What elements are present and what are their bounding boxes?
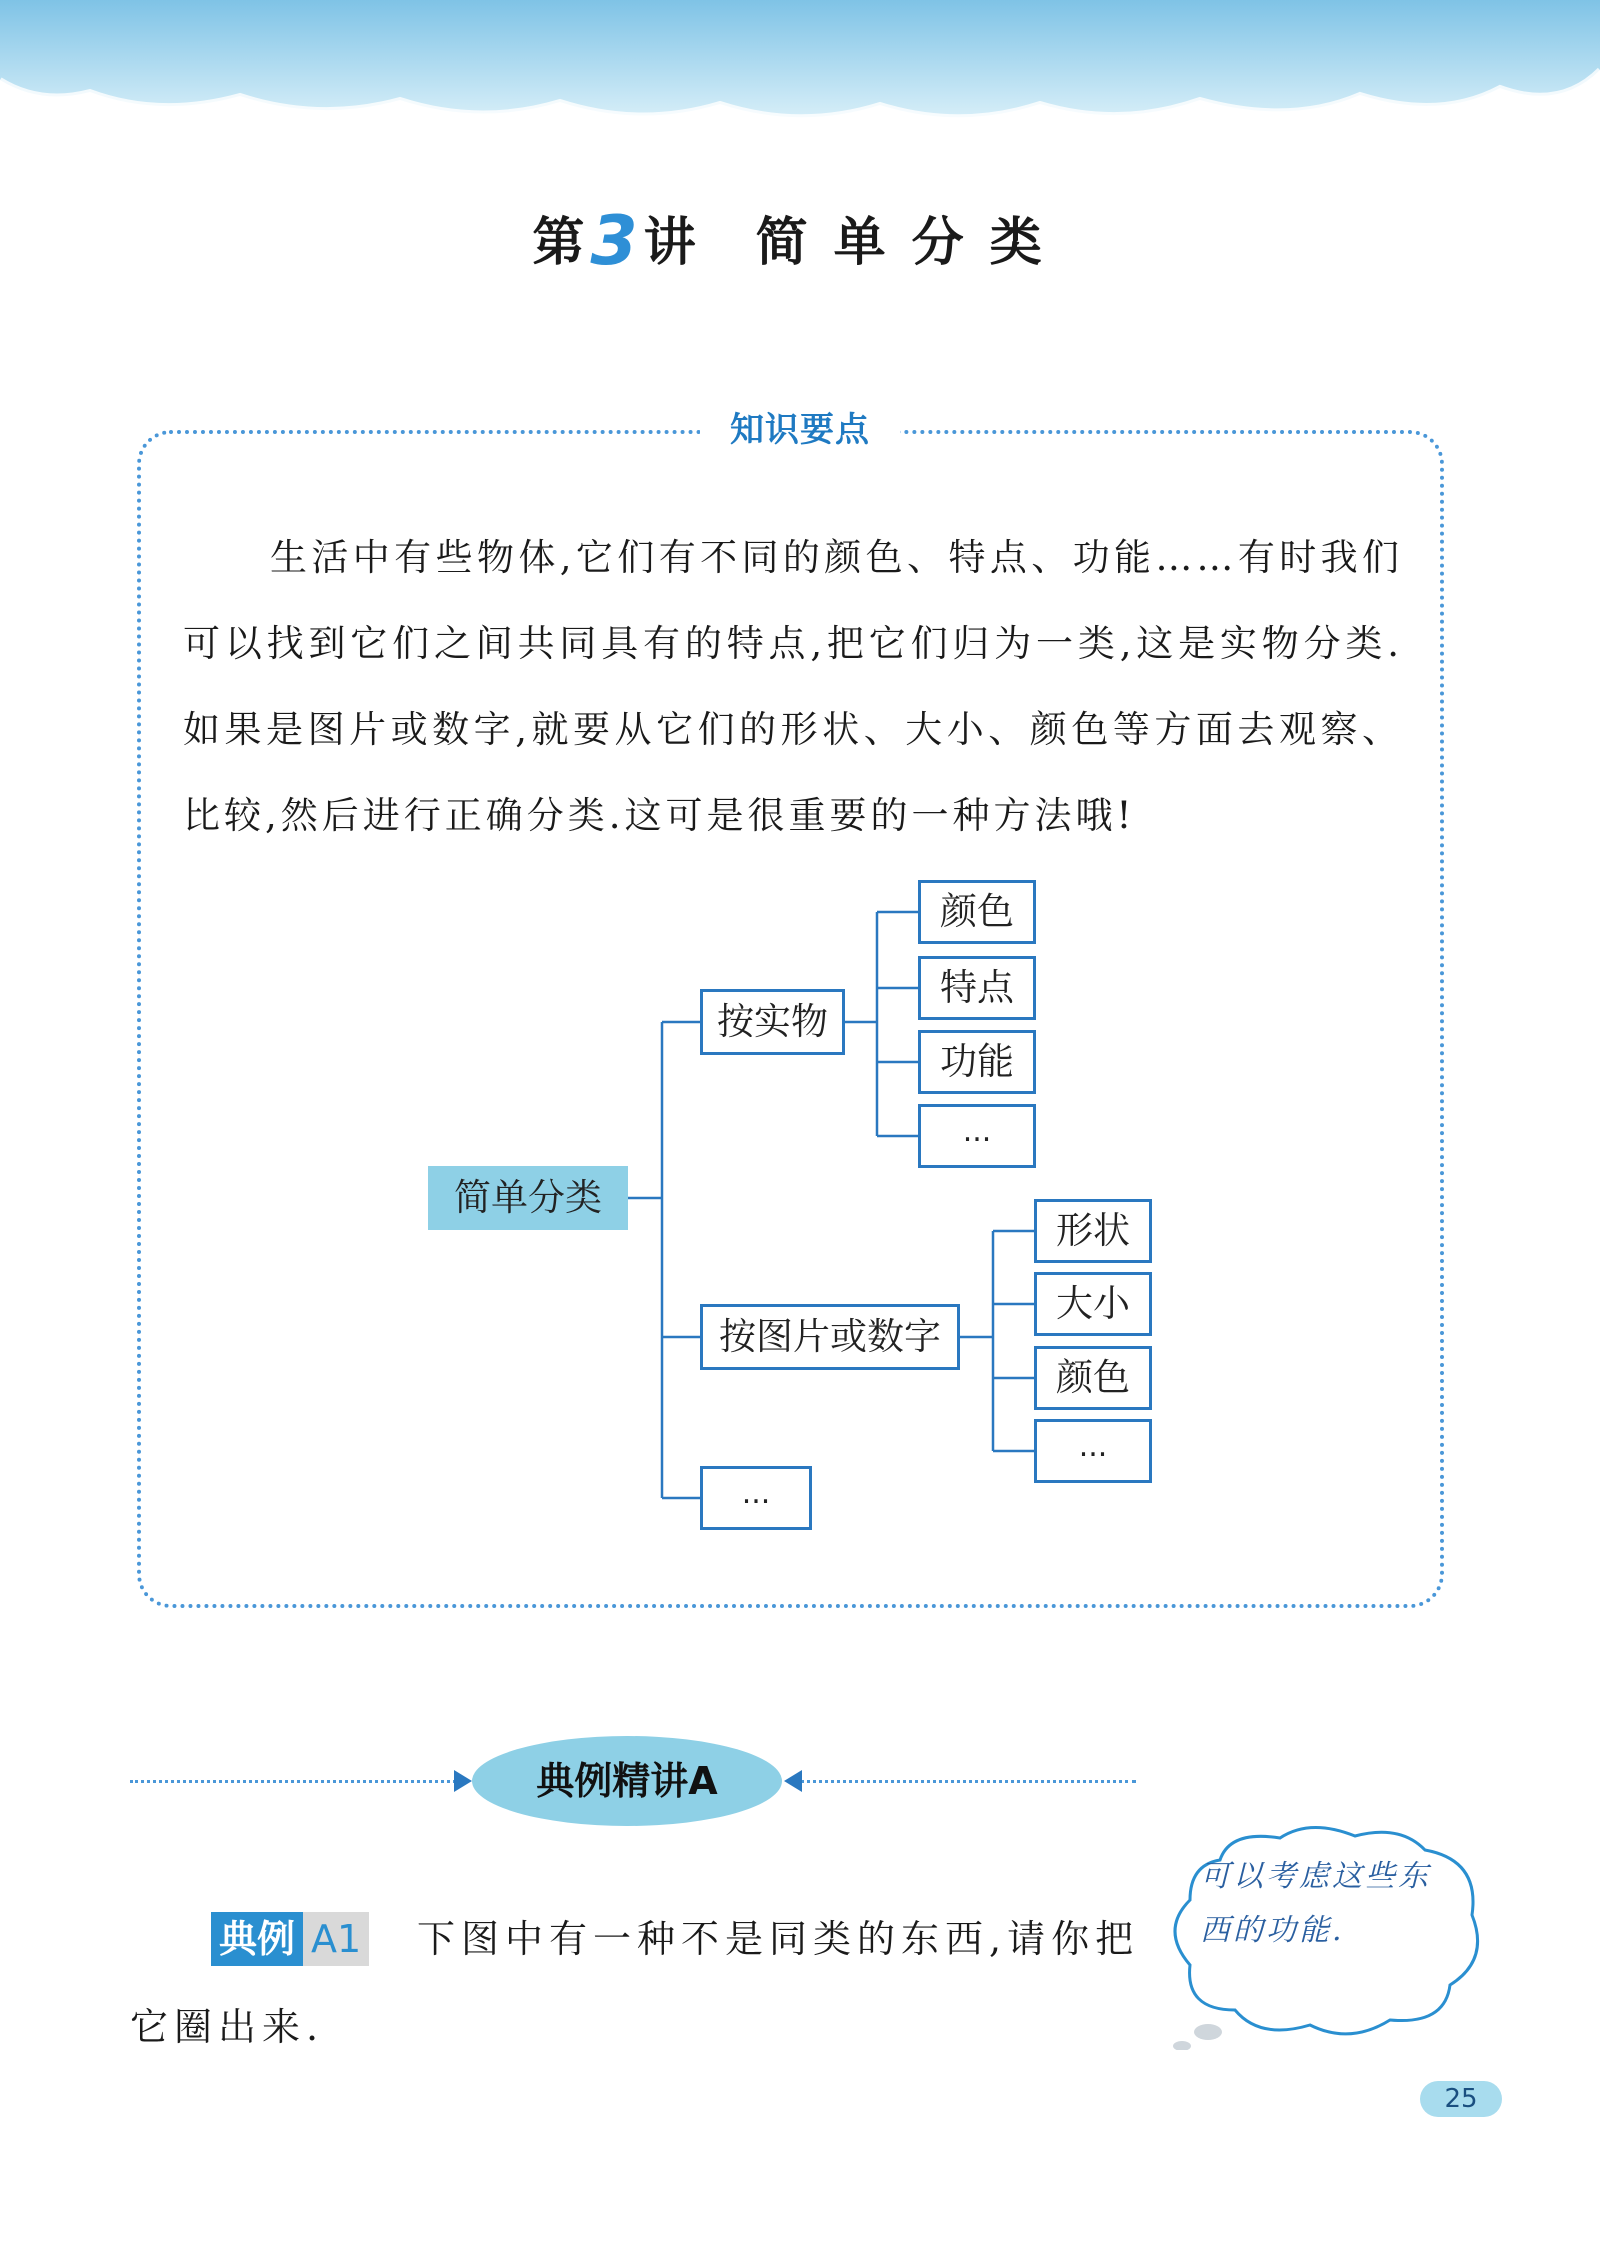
- lesson-prefix: 第: [532, 212, 587, 273]
- tree-root-node: 简单分类: [428, 1166, 628, 1230]
- tree-picture-child-color: 颜色: [1034, 1346, 1152, 1410]
- page-number: 25: [1420, 2081, 1502, 2117]
- section-divider-right: [800, 1780, 1136, 1783]
- knowledge-heading: 知识要点: [700, 408, 900, 452]
- tree-branch-more: ...: [700, 1466, 812, 1530]
- tree-real-child-function: 功能: [918, 1030, 1036, 1094]
- example-tag-label: 典例: [211, 1912, 303, 1966]
- section-divider-left: [130, 1780, 456, 1783]
- hint-text: 可以考虑这些东西的功能.: [1200, 1859, 1431, 1948]
- lesson-number: 3: [590, 202, 640, 281]
- arrow-right-icon: [454, 1770, 472, 1792]
- example-text-line1: 下图中有一种不是同类的东西,请你把: [417, 1917, 1140, 1961]
- example-text-line2: 它圈出来.: [130, 2005, 325, 2049]
- sky-banner: [0, 0, 1600, 150]
- page-title: [0, 200, 1600, 281]
- tree-branch-picture: 按图片或数字: [700, 1304, 960, 1370]
- tree-branch-real: 按实物: [700, 989, 845, 1055]
- knowledge-intro: 生活中有些物体,它们有不同的颜色、特点、功能……有时我们可以找到它们之间共同具有的特点,把它们归为一类,这是实物分类.如果是图片或数字,就要从它们的形状、大小、颜色等方面去观察、比较,然后进行正确分类.这可是很重要的一种方法哦!: [183, 536, 1403, 837]
- arrow-left-icon: [784, 1770, 802, 1792]
- example-tag-number: A1: [303, 1912, 369, 1966]
- tree-real-child-feature: 特点: [918, 956, 1036, 1020]
- lesson-topic: 简单分类: [755, 212, 1068, 273]
- section-title: 典例精讲A: [472, 1736, 782, 1826]
- example-tag: [211, 1912, 369, 1966]
- tree-real-child-color: 颜色: [918, 880, 1036, 944]
- tree-picture-child-more: ...: [1034, 1419, 1152, 1483]
- tree-picture-child-shape: 形状: [1034, 1199, 1152, 1263]
- tree-real-child-more: ...: [918, 1104, 1036, 1168]
- lesson-suffix: 讲: [643, 212, 698, 273]
- tree-picture-child-size: 大小: [1034, 1272, 1152, 1336]
